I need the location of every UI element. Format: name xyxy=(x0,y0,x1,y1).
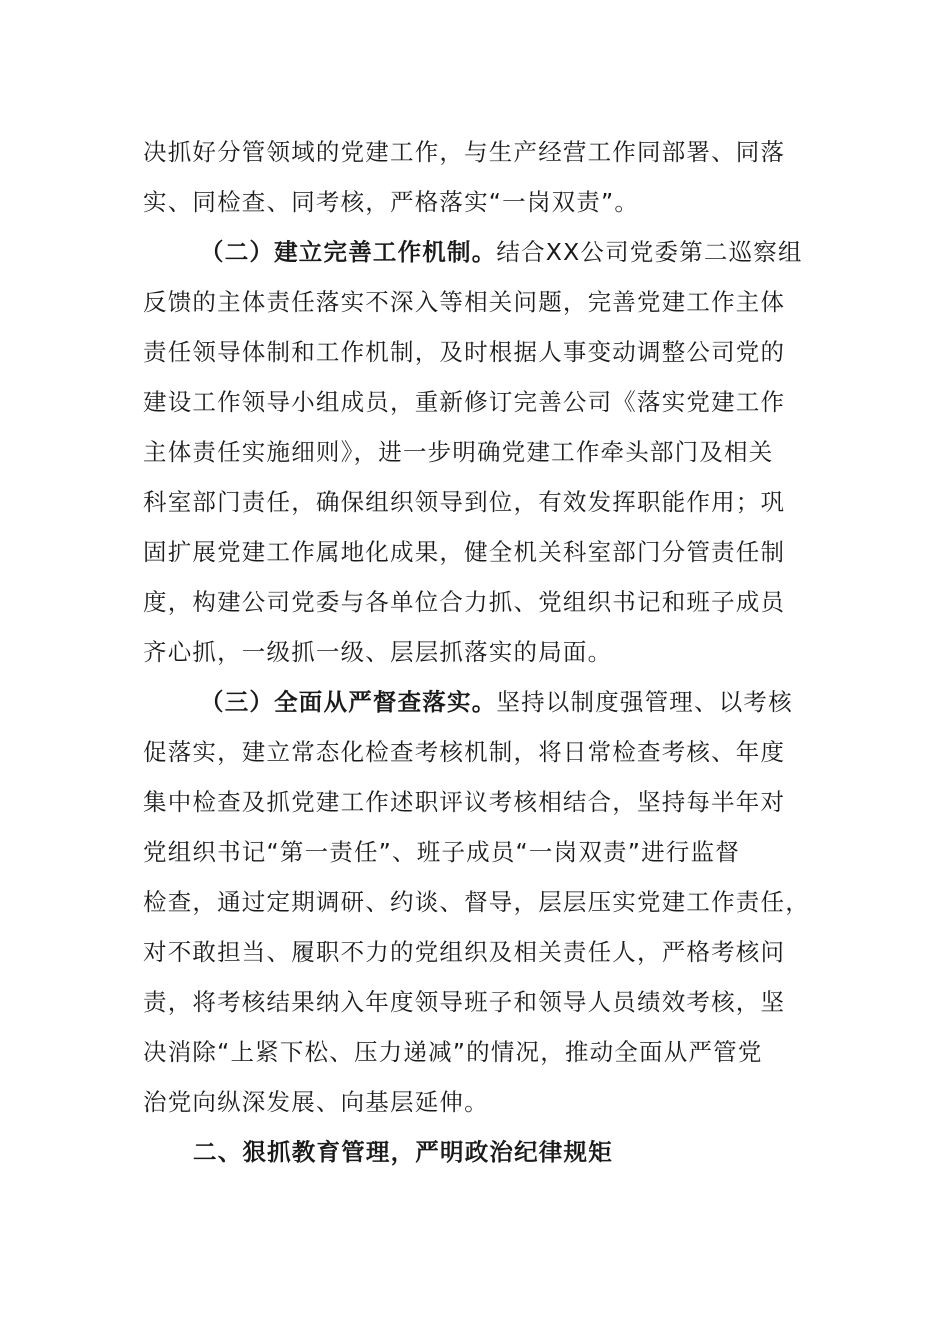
paragraph-2-lead: （二）建立完善工作机制。 xyxy=(200,238,497,266)
paragraph-2-line: 科室部门责任，确保组织领导到位，有效发挥职能作用；巩 xyxy=(143,488,786,516)
paragraph-3-first-line xyxy=(200,687,880,717)
paragraph-3-lead: （三）全面从严督查落实。 xyxy=(200,688,497,716)
paragraph-2-line: 度，构建公司党委与各单位合力抓、党组织书记和班子成员 xyxy=(143,588,786,616)
paragraph-3-line: 对不敢担当、履职不力的党组织及相关责任人，严格考核问 xyxy=(143,938,786,966)
paragraph-2-line: 责任领导体制和工作机制，及时根据人事变动调整公司党的 xyxy=(143,338,786,366)
paragraph-3-first-line-rest: 坚持以制度强管理、以考核 xyxy=(496,688,793,716)
paragraph-3-line: 决消除“上紧下松、压力递减”的情况，推动全面从严管党 xyxy=(143,1038,763,1066)
paragraph-2-line: 主体责任实施细则》，进一步明确党建工作牵头部门及相关 xyxy=(143,438,774,466)
paragraph-3-line: 促落实，建立常态化检查考核机制，将日常检查考核、年度 xyxy=(143,738,786,766)
paragraph-2-first-line xyxy=(200,237,880,267)
paragraph-3-line: 责，将考核结果纳入年度领导班子和领导人员绩效考核，坚 xyxy=(143,988,786,1016)
paragraph-3-line: 治党向纵深发展、向基层延伸。 xyxy=(143,1088,489,1116)
paragraph-3-line: 检查，通过定期调研、约谈、督导，层层压实党建工作责任， xyxy=(143,888,810,916)
paragraph-2-line: 固扩展党建工作属地化成果，健全机关科室部门分管责任制 xyxy=(143,538,786,566)
paragraph-2-line: 反馈的主体责任落实不深入等相关问题，完善党建工作主体 xyxy=(143,288,786,316)
paragraph-2-first-line-rest: 结合XX公司党委第二巡察组 xyxy=(496,238,803,266)
paragraph-3-line: 集中检查及抓党建工作述职评议考核相结合，坚持每半年对 xyxy=(143,788,786,816)
paragraph-2-line: 齐心抓，一级抓一级、层层抓落实的局面。 xyxy=(143,638,613,666)
paragraph-2-line: 建设工作领导小组成员，重新修订完善公司《落实党建工作 xyxy=(143,388,786,416)
section-heading: 二、狠抓教育管理，严明政治纪律规矩 xyxy=(193,1138,613,1166)
paragraph-3-line: 党组织书记“第一责任”、班子成员“一岗双责”进行监督 xyxy=(143,838,740,866)
paragraph-1-line-2: 实、同检查、同考核，严格落实“一岗双责”。 xyxy=(143,188,640,216)
paragraph-1-line-1: 决抓好分管领域的党建工作，与生产经营工作同部署、同落 xyxy=(143,138,786,166)
